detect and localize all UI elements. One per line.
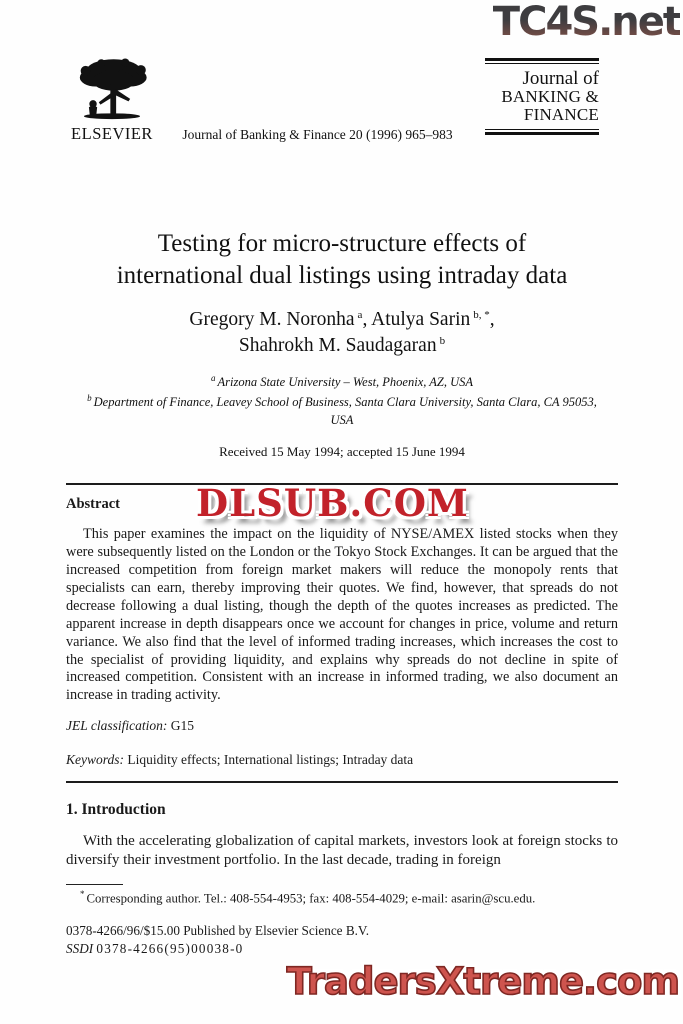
journal-masthead — [485, 58, 599, 135]
watermark-dlsub: DLSUB.COM — [196, 481, 469, 525]
elsevier-logo — [64, 56, 160, 144]
elsevier-label: ELSEVIER — [71, 124, 153, 143]
section-heading-introduction: 1. Introduction — [66, 801, 166, 819]
ssdi-line — [66, 941, 618, 957]
footnote-rule — [66, 884, 123, 885]
author-2: Atulya Sarin — [371, 309, 471, 330]
copyright-line: 0378-4266/96/$15.00 Published by Elsevier Science B.V. — [66, 923, 370, 939]
ssdi-label: SSDI — [66, 941, 94, 957]
keywords — [66, 752, 618, 768]
author-3-affil-mark: b — [439, 334, 446, 347]
affiliations — [66, 372, 618, 431]
author-3: Shahrokh M. Saudagaran — [238, 335, 437, 357]
introduction-text: With the accelerating globalization of capital markets, investors look at foreign stocks to diversify their investment portfolio. In the last decade, trading in foreign — [66, 833, 618, 869]
abstract-text: This paper examines the impact on the liquidity of NYSE/AMEX listed stocks when they were subsequently listed on the London or the Tokyo Stock Exchanges. It can be argued that the increased competition from foreign market makers will reduce the monopoly rents that specialists can earn, thereby improving their quotes. We find, however, that spreads do not decrease following a dual listing, though the depth of the quotes increases as predicted. The apparent increase in depth disappears once we account for changes in price, volume and return variance. We also find that the level of informed trading increases, which increases the cost to the specialist of providing liquidity, and explains why spreads do not decline in spite of increased competition. Consistent with an increase in informed trading, we also document an increase in trading activity. — [66, 526, 618, 704]
author-2-affil-mark: b, * — [473, 308, 490, 321]
ssdi-number: 0378-4266(95)00038-0 — [96, 941, 244, 957]
jel-label: JEL classification: — [66, 718, 168, 734]
masthead-journal-of: Journal of — [522, 68, 599, 89]
title-line-2: international dual listings using intraday data — [116, 261, 568, 289]
author-1: Gregory M. Noronha — [189, 309, 355, 330]
author-list: Gregory M. Noronha $^a$, Atulya Sarin $^{b, *}$, Shahrokh M. Saudagaran $^b$ — [189, 308, 495, 357]
masthead-rule-bottom-thick — [485, 132, 599, 135]
affiliation-a: $^a$ Arizona State University – West, Phoenix, AZ, USA — [210, 372, 474, 389]
jel-value: G15 — [170, 718, 194, 734]
article-content — [66, 228, 618, 870]
page-footer — [66, 884, 618, 957]
masthead-banking: BANKING & — [501, 87, 599, 107]
elsevier-tree-icon — [70, 56, 154, 122]
keywords-value: Liquidity effects; International listings; Intraday data — [127, 752, 414, 768]
title-line-1: Testing for micro-structure effects of — [157, 230, 527, 257]
abstract-heading: Abstract — [66, 496, 120, 513]
keywords-label: Keywords: — [66, 752, 124, 768]
corresponding-author-footnote: * Corresponding author. Tel.: 408-554-4953; fax: 408-554-4029; e-mail: asarin@scu.edu. — [80, 889, 536, 906]
abstract-bottom-rule — [66, 781, 618, 783]
affiliation-b: $^b$ Department of Finance, Leavey School of Business, Santa Clara University, Santa Clara, CA 95053, USA — [87, 392, 597, 428]
received-dates: Received 15 May 1994; accepted 15 June 1994 — [219, 444, 465, 460]
jel-classification — [66, 718, 618, 734]
author-1-affil-mark: a — [357, 308, 363, 321]
article-title — [66, 228, 618, 291]
watermark-tradersxtreme: TradersXtreme.com — [286, 960, 679, 1003]
journal-citation: Journal of Banking & Finance 20 (1996) 965–983 — [182, 127, 453, 142]
watermark-tc4s: TC4S.net — [492, 0, 680, 45]
masthead-finance: FINANCE — [523, 104, 599, 124]
